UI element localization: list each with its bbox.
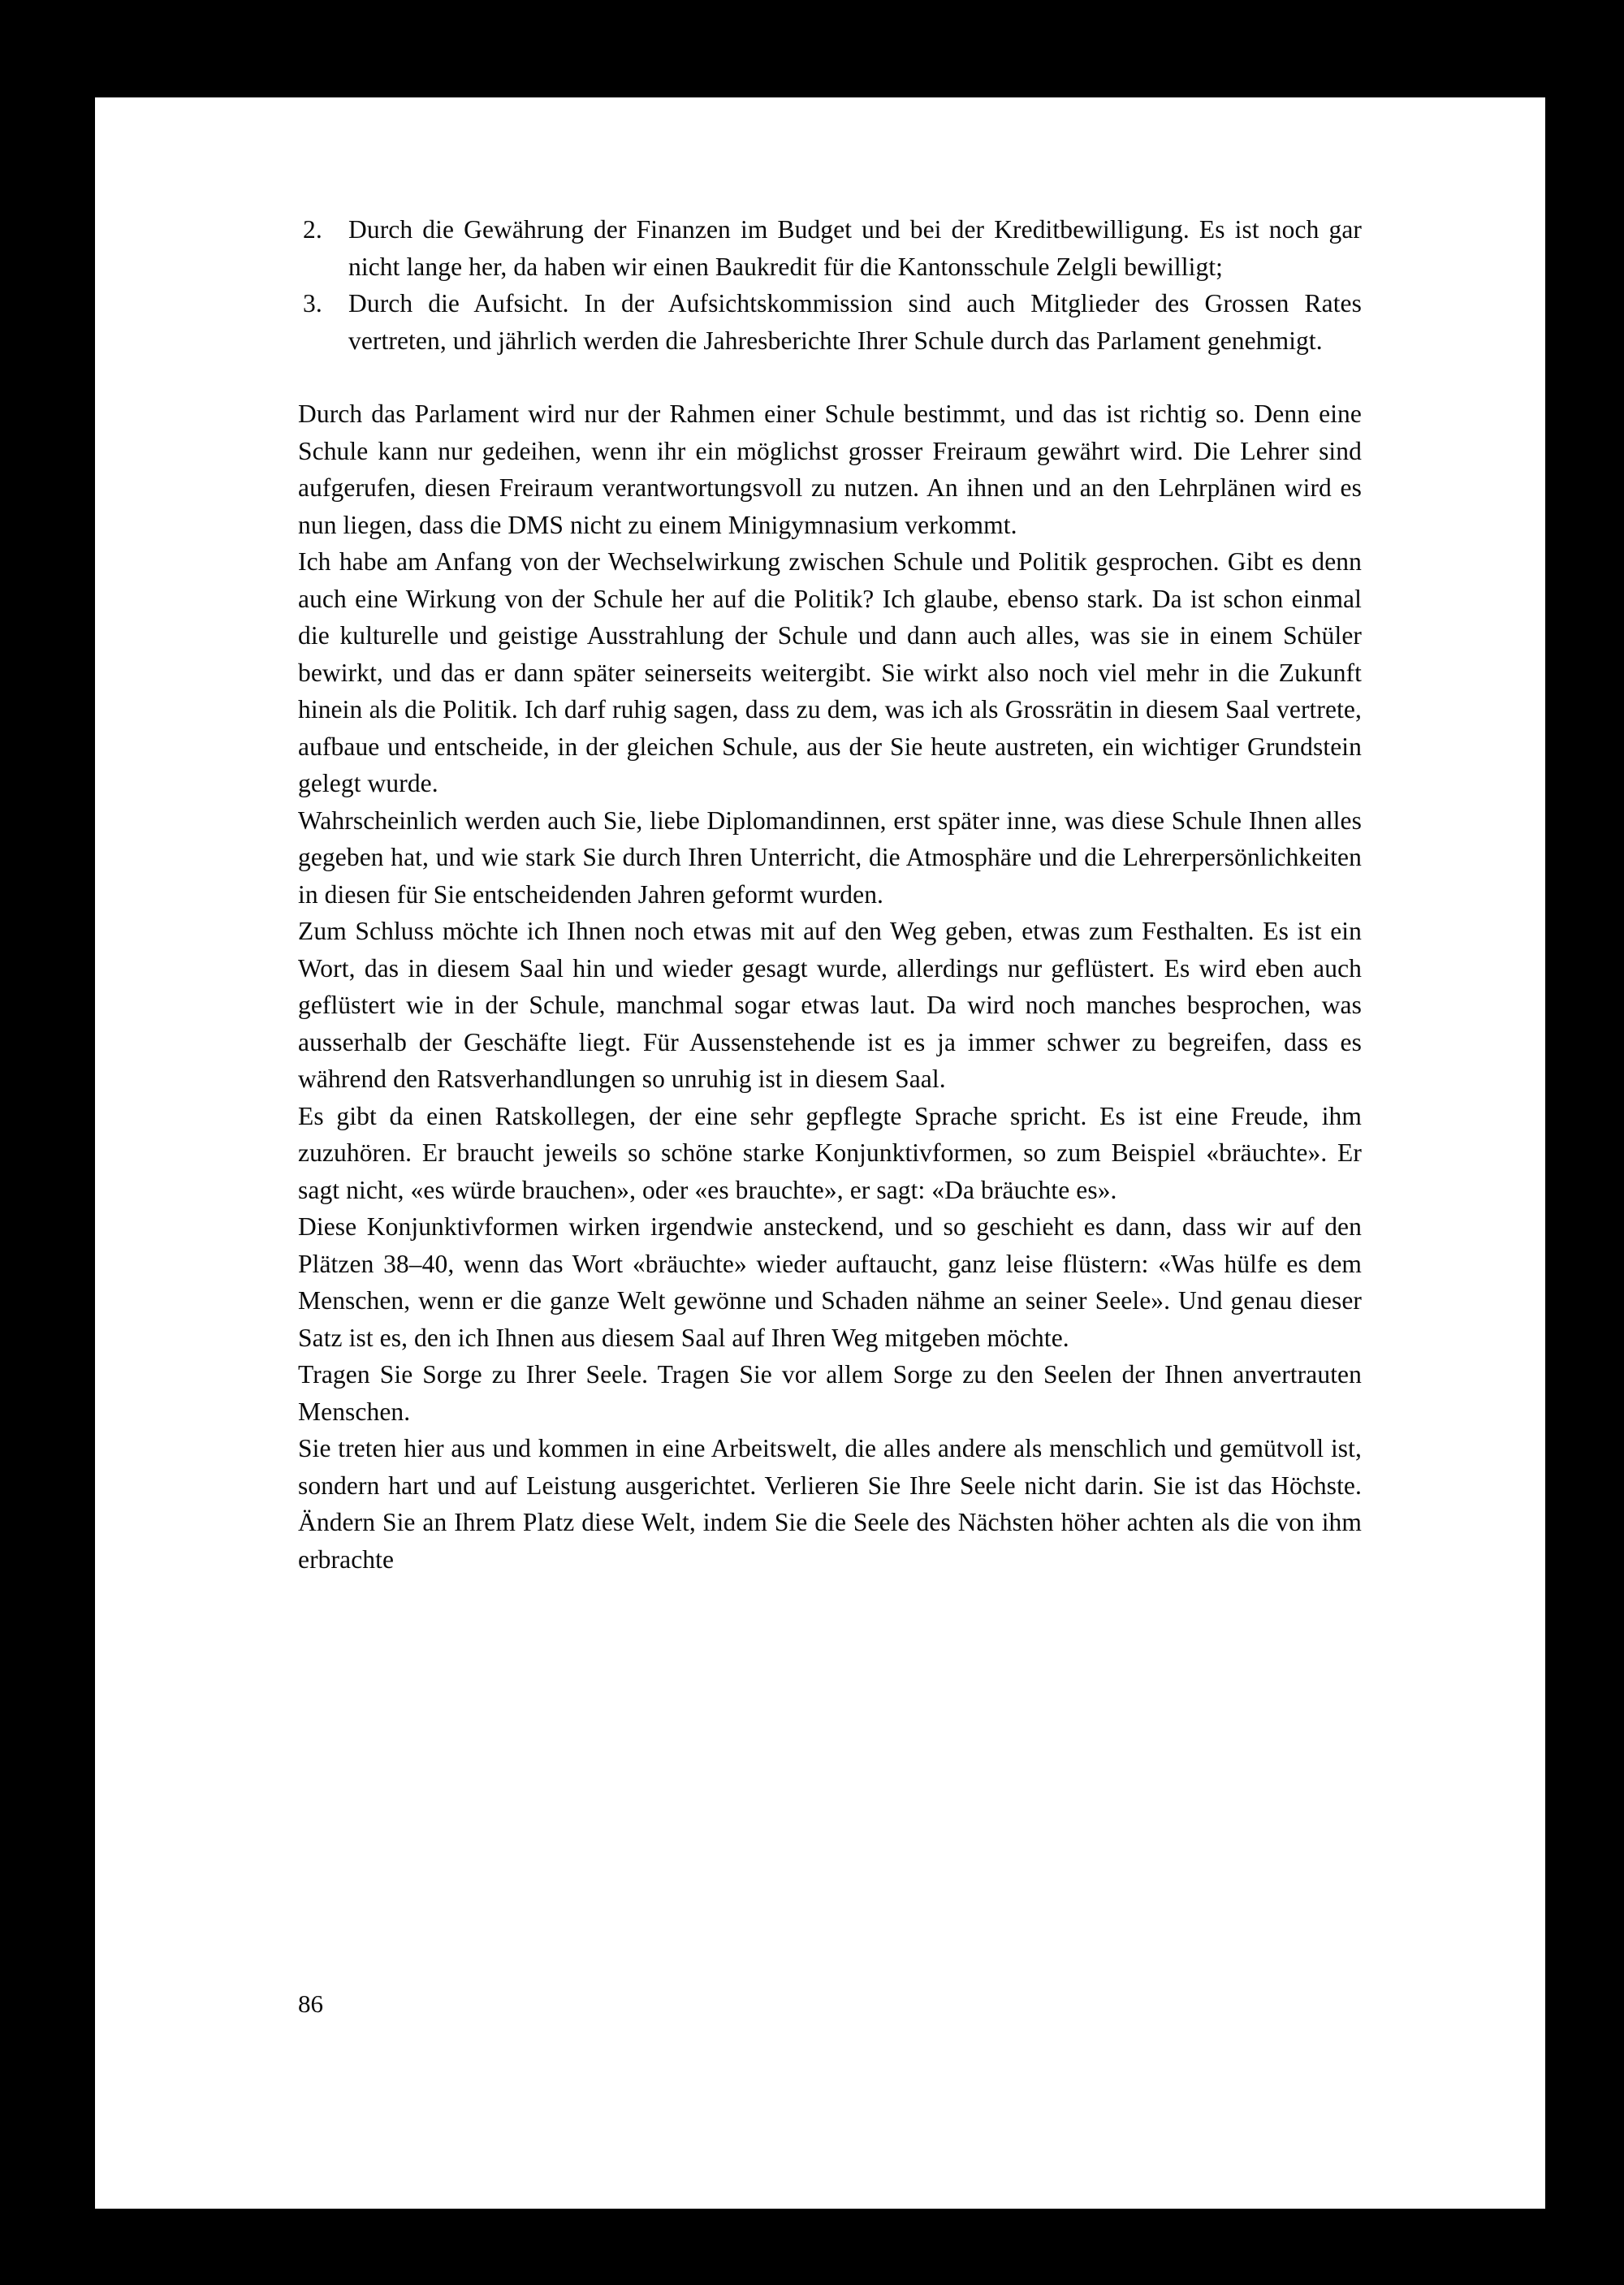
- page-number: 86: [298, 1989, 323, 2018]
- paragraph: Sie treten hier aus und kommen in eine Arbeitswelt, die alles andere als menschlich und gemütvoll ist, sondern hart und auf Leistung ausgerichtet. Verlieren Sie Ihre Seele nicht darin. Sie ist das Höchste. Ändern Sie an Ihrem Platz diese Welt, indem Sie die Seele des Nächsten höher achten als die von ihm erbrachte: [298, 1434, 1362, 1574]
- list-item: [298, 211, 1362, 285]
- paragraph: Durch das Parlament wird nur der Rahmen einer Schule bestimmt, und das ist richtig so. Denn eine Schule kann nur gedeihen, wenn ihr ein möglichst grosser Freiraum gewährt wird. Die Lehrer sind aufgerufen, diesen Freiraum verantwortungsvoll zu nutzen. An ihnen und an den Lehrplänen wird es nun liegen, dass die DMS nicht zu einem Minigymnasium verkommt.: [298, 400, 1362, 539]
- list-item-text: Durch die Gewährung der Finanzen im Budget und bei der Kreditbewilligung. Es ist noch gar nicht lange her, da haben wir einen Baukredit für die Kantonsschule Zelgli bewilligt;: [348, 215, 1362, 281]
- paragraph: Tragen Sie Sorge zu Ihrer Seele. Tragen Sie vor allem Sorge zu den Seelen der Ihnen anvertrauten Menschen.: [298, 1360, 1362, 1426]
- list-item-text: Durch die Aufsicht. In der Aufsichtskommission sind auch Mitglieder des Grossen Rates vertreten, und jährlich werden die Jahresberichte Ihrer Schule durch das Parlament genehmigt.: [348, 289, 1362, 355]
- paragraph: Ich habe am Anfang von der Wechselwirkung zwischen Schule und Politik gesprochen. Gibt es denn auch eine Wirkung von der Schule her auf die Politik? Ich glaube, ebenso stark. Da ist schon einmal die kulturelle und geistige Ausstrahlung der Schule und dann auch alles, was sie in einem Schüler bewirkt, und das er dann später seinerseits weitergibt. Sie wirkt also noch viel mehr in die Zukunft hinein als die Politik. Ich darf ruhig sagen, dass zu dem, was ich als Grossrätin in diesem Saal vertrete, aufbaue und entscheide, in der gleichen Schule, aus der Sie heute austreten, ein wichtiger Grundstein gelegt wurde.: [298, 547, 1362, 797]
- page-text-block: [298, 211, 1362, 1578]
- document-page: [95, 97, 1545, 2209]
- list-item: [298, 285, 1362, 359]
- list-item-marker: 3.: [303, 289, 322, 317]
- numbered-list: [298, 211, 1362, 359]
- paragraph: Diese Konjunktivformen wirken irgendwie ansteckend, und so geschieht es dann, dass wir auf den Plätzen 38–40, wenn das Wort «bräuchte» wieder auftaucht, ganz leise flüstern: «Was hülfe es dem Menschen, wenn er die ganze Welt gewönne und Schaden nähme an seiner Seele». Und genau dieser Satz ist es, den ich Ihnen aus diesem Saal auf Ihren Weg mitgeben möchte.: [298, 1212, 1362, 1352]
- list-item-marker: 2.: [303, 215, 322, 244]
- paragraph: Es gibt da einen Ratskollegen, der eine sehr gepflegte Sprache spricht. Es ist eine Freude, ihm zuzuhören. Er braucht jeweils so schöne starke Konjunktivformen, so zum Beispiel «bräuchte». Er sagt nicht, «es würde brauchen», oder «es brauchte», er sagt: «Da bräuchte es».: [298, 1101, 1362, 1204]
- paragraph: Wahrscheinlich werden auch Sie, liebe Diplomandinnen, erst später inne, was diese Schule Ihnen alles gegeben hat, und wie stark Sie durch Ihren Unterricht, die Atmosphäre und die Lehrerpersönlichkeiten in diesen für Sie entscheidenden Jahren geformt wurden.: [298, 806, 1362, 909]
- paragraph: Zum Schluss möchte ich Ihnen noch etwas mit auf den Weg geben, etwas zum Festhalten. Es ist ein Wort, das in diesem Saal hin und wieder gesagt wurde, allerdings nur geflüstert. Es wird eben auch geflüstert wie in der Schule, manchmal sogar etwas laut. Da wird noch manches besprochen, was ausserhalb der Geschäfte liegt. Für Aussenstehende ist es ja immer schwer zu begreifen, dass es während den Ratsverhandlungen so unruhig ist in diesem Saal.: [298, 917, 1362, 1093]
